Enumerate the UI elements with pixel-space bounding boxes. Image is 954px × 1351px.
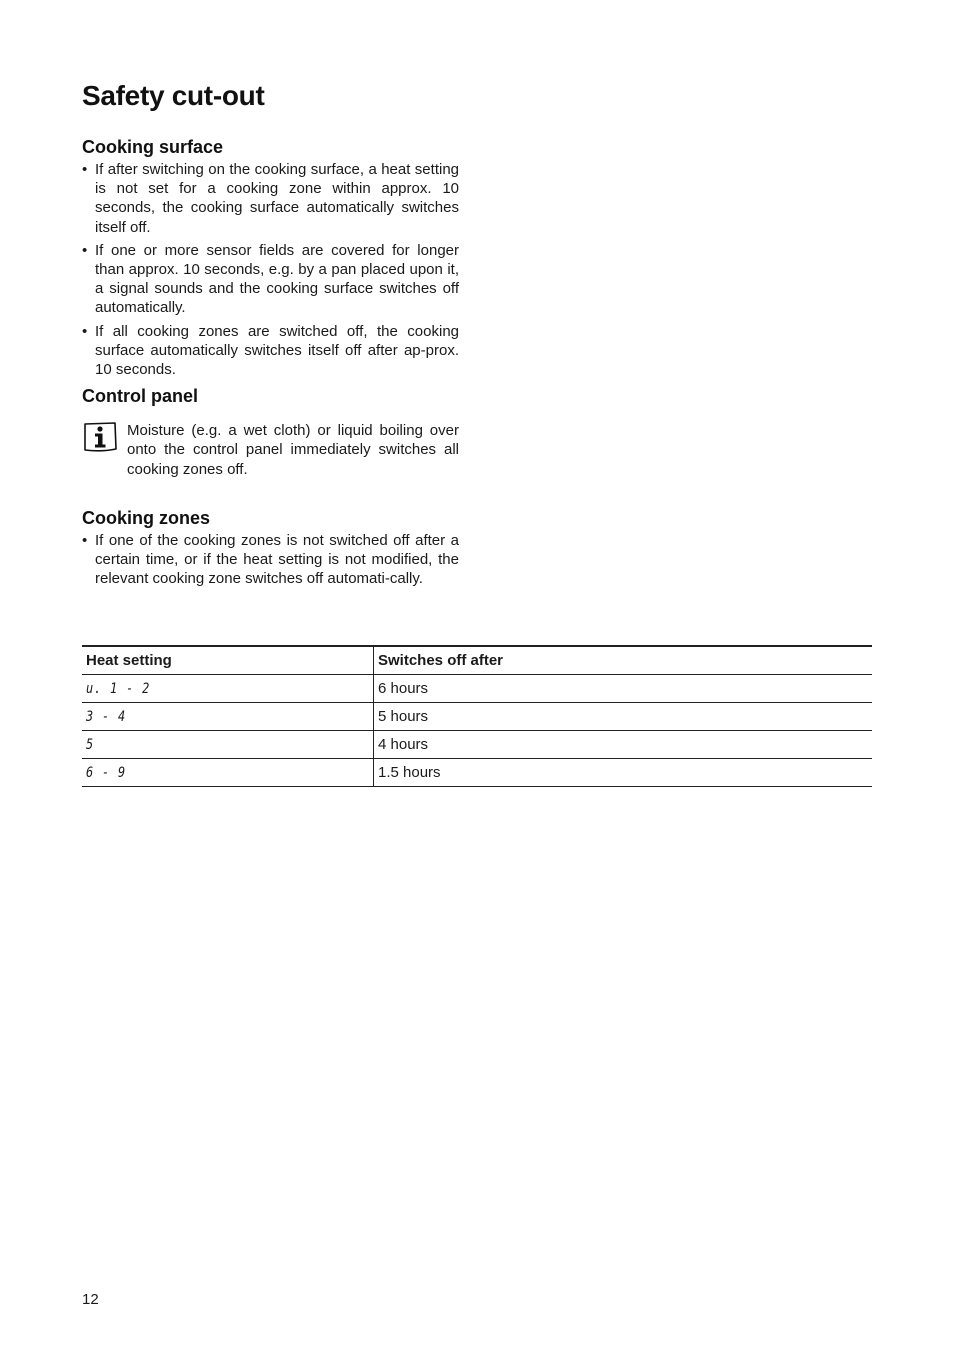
- table-row: [82, 675, 872, 703]
- cooking-surface-heading: Cooking surface: [82, 137, 224, 157]
- heat-setting-cell: 3 - 4: [82, 703, 374, 731]
- list-item: • If all cooking zones are switched off, the cooking surface automatically switches itself off after ap-prox. 10 seconds.: [82, 322, 459, 379]
- bullet-icon: •: [82, 241, 88, 259]
- bullet-icon: •: [82, 531, 88, 549]
- table-row: [82, 759, 872, 787]
- list-item: • If one of the cooking zones is not switched off after a certain time, or if the heat setting is not modified, the relevant cooking zone switches off automati-cally.: [82, 531, 459, 588]
- table-row: [82, 703, 872, 731]
- cooking-surface-list: [82, 160, 459, 379]
- list-item: • If after switching on the cooking surface, a heat setting is not set for a cooking zone within approx. 10 seconds, the cooking surface automatically switches itself off.: [82, 161, 459, 236]
- info-text: Moisture (e.g. a wet cloth) or liquid boiling over onto the control panel immediately switches all cooking zones off.: [127, 422, 459, 478]
- heat-setting-cell: u. 1 - 2: [82, 675, 374, 703]
- cooking-zones-list: [82, 531, 459, 589]
- heat-setting-cell: 5: [82, 731, 374, 759]
- section-cooking-surface: [82, 134, 459, 379]
- section-cooking-zones: [82, 505, 459, 589]
- info-icon: [82, 421, 119, 453]
- info-note: [82, 421, 459, 479]
- left-column: [82, 134, 459, 592]
- table-header-row: [82, 646, 872, 675]
- page-number: 12: [82, 1291, 99, 1308]
- page-title: Safety cut-out: [82, 80, 265, 111]
- header-heat-setting: Heat setting: [82, 646, 374, 675]
- header-switches-off-after: Switches off after: [374, 646, 873, 675]
- switch-off-time-cell: 6 hours: [374, 675, 873, 703]
- table-row: [82, 731, 872, 759]
- cooking-zones-heading: Cooking zones: [82, 507, 211, 528]
- control-panel-heading: Control panel: [82, 386, 198, 407]
- switch-off-time-cell: 1.5 hours: [374, 759, 873, 787]
- heat-setting-table: [82, 645, 872, 787]
- section-control-panel: [82, 383, 459, 479]
- switch-off-time-cell: 5 hours: [374, 703, 873, 731]
- switch-off-time-cell: 4 hours: [374, 731, 873, 759]
- bullet-icon: •: [82, 161, 88, 178]
- list-item: • If one or more sensor fields are covered for longer than approx. 10 seconds, e.g. by a pan placed upon it, a signal sounds and the cooking surface switches off automatically.: [82, 241, 459, 317]
- heat-setting-cell: 6 - 9: [82, 759, 374, 787]
- bullet-icon: •: [82, 322, 88, 340]
